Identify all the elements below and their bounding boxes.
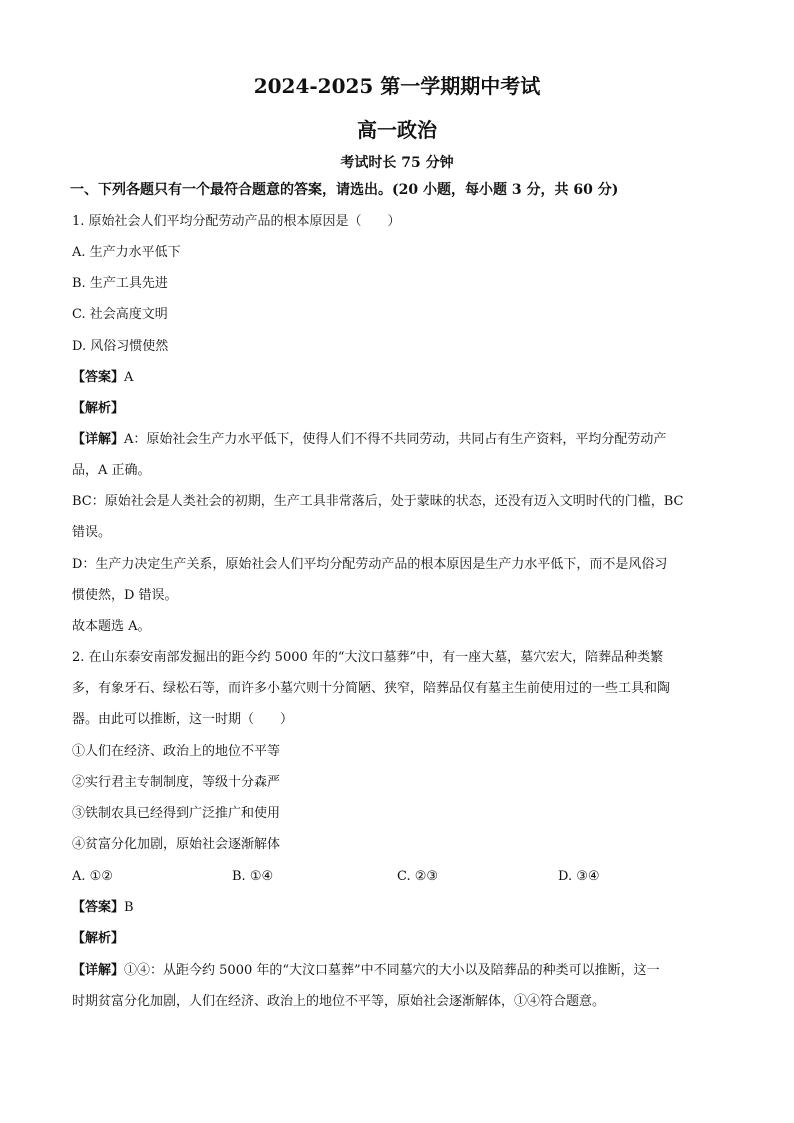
q2-answer <box>72 899 722 917</box>
q2-detail-line: 时期贫富分化加剧，人们在经济、政治上的地位不平等，原始社会逐渐解体，①④符合题意。 <box>72 994 606 1009</box>
detail-label: 【详解】 <box>72 432 125 447</box>
q1-option-a: A. 生产力水平低下 <box>72 245 181 260</box>
q2-statement-2: ②实行君主专制制度，等级十分森严 <box>72 775 281 790</box>
exam-duration: 考试时长 75 分钟 <box>340 155 454 171</box>
q2-stem: 器。由此可以推断，这一时期（ ） <box>72 712 294 727</box>
q1-analysis-label <box>72 400 722 418</box>
exam-title: 2024-2025 第一学期期中考试 <box>253 74 541 98</box>
exam-subject: 高一政治 <box>357 118 437 142</box>
detail-text: ①④：从距今约 5000 年的“大汶口墓葬”中不同墓穴的大小以及陪葬品的种类可以推断，这一 <box>124 963 660 978</box>
q1-answer <box>72 369 722 387</box>
q1-detail-line: 品，A 正确。 <box>72 463 151 478</box>
answer-label: 【答案】 <box>72 370 125 385</box>
detail-label: 【详解】 <box>72 963 125 978</box>
answer-value: A <box>124 370 134 385</box>
q1-detail-line: 惯使然，D 错误。 <box>72 588 178 603</box>
q1-option-d: D. 风俗习惯使然 <box>72 339 169 354</box>
q1-detail-line <box>72 431 722 449</box>
q2-statement-1: ①人们在经济、政治上的地位不平等 <box>72 744 281 759</box>
q2-analysis-label <box>72 930 722 948</box>
detail-text: A：原始社会生产力水平低下，使得人们不得不共同劳动，共同占有生产资料，平均分配劳动产 <box>124 432 667 447</box>
q2-statement-3: ③铁制农具已经得到广泛推广和使用 <box>72 806 281 821</box>
q1-conclusion: 故本题选 A。 <box>72 619 151 634</box>
q1-detail-line: 错误。 <box>72 525 112 540</box>
q2-option-a: A. ①② <box>72 869 113 884</box>
q2-stem: 多，有象牙石、绿松石等，而许多小墓穴则十分简陋、狭窄，陪葬品仅有墓主生前使用过的一些工具和陶 <box>72 681 671 696</box>
answer-value: B <box>124 900 134 915</box>
q2-stem: 2. 在山东泰安南部发掘出的距今约 5000 年的“大汶口墓葬”中，有一座大墓，墓穴宏大，陪葬品种类繁 <box>72 650 664 665</box>
q2-statement-4: ④贫富分化加剧，原始社会逐渐解体 <box>72 837 281 852</box>
q2-option-b: B. ①④ <box>232 869 274 884</box>
q1-stem: 1. 原始社会人们平均分配劳动产品的根本原因是（ ） <box>72 214 401 229</box>
q2-options <box>72 868 722 886</box>
q2-option-d: D. ③④ <box>558 869 600 884</box>
analysis-label: 【解析】 <box>72 931 125 946</box>
q1-detail-line: BC：原始社会是人类社会的初期，生产工具非常落后，处于蒙昧的状态，还没有迈入文明时代的门槛，BC <box>72 494 684 509</box>
q2-detail-line <box>72 962 722 980</box>
answer-label: 【答案】 <box>72 900 125 915</box>
q1-detail-line: D：生产力决定生产关系，原始社会人们平均分配劳动产品的根本原因是生产力水平低下，而不是风俗习 <box>72 557 668 572</box>
q1-option-b: B. 生产工具先进 <box>72 276 168 291</box>
section-heading: 一、下列各题只有一个最符合题意的答案，请选出。(20 小题，每小题 3 分，共 60 分) <box>70 182 619 198</box>
analysis-label: 【解析】 <box>72 401 125 416</box>
q2-option-c: C. ②③ <box>397 869 439 884</box>
q1-option-c: C. 社会高度文明 <box>72 307 168 322</box>
